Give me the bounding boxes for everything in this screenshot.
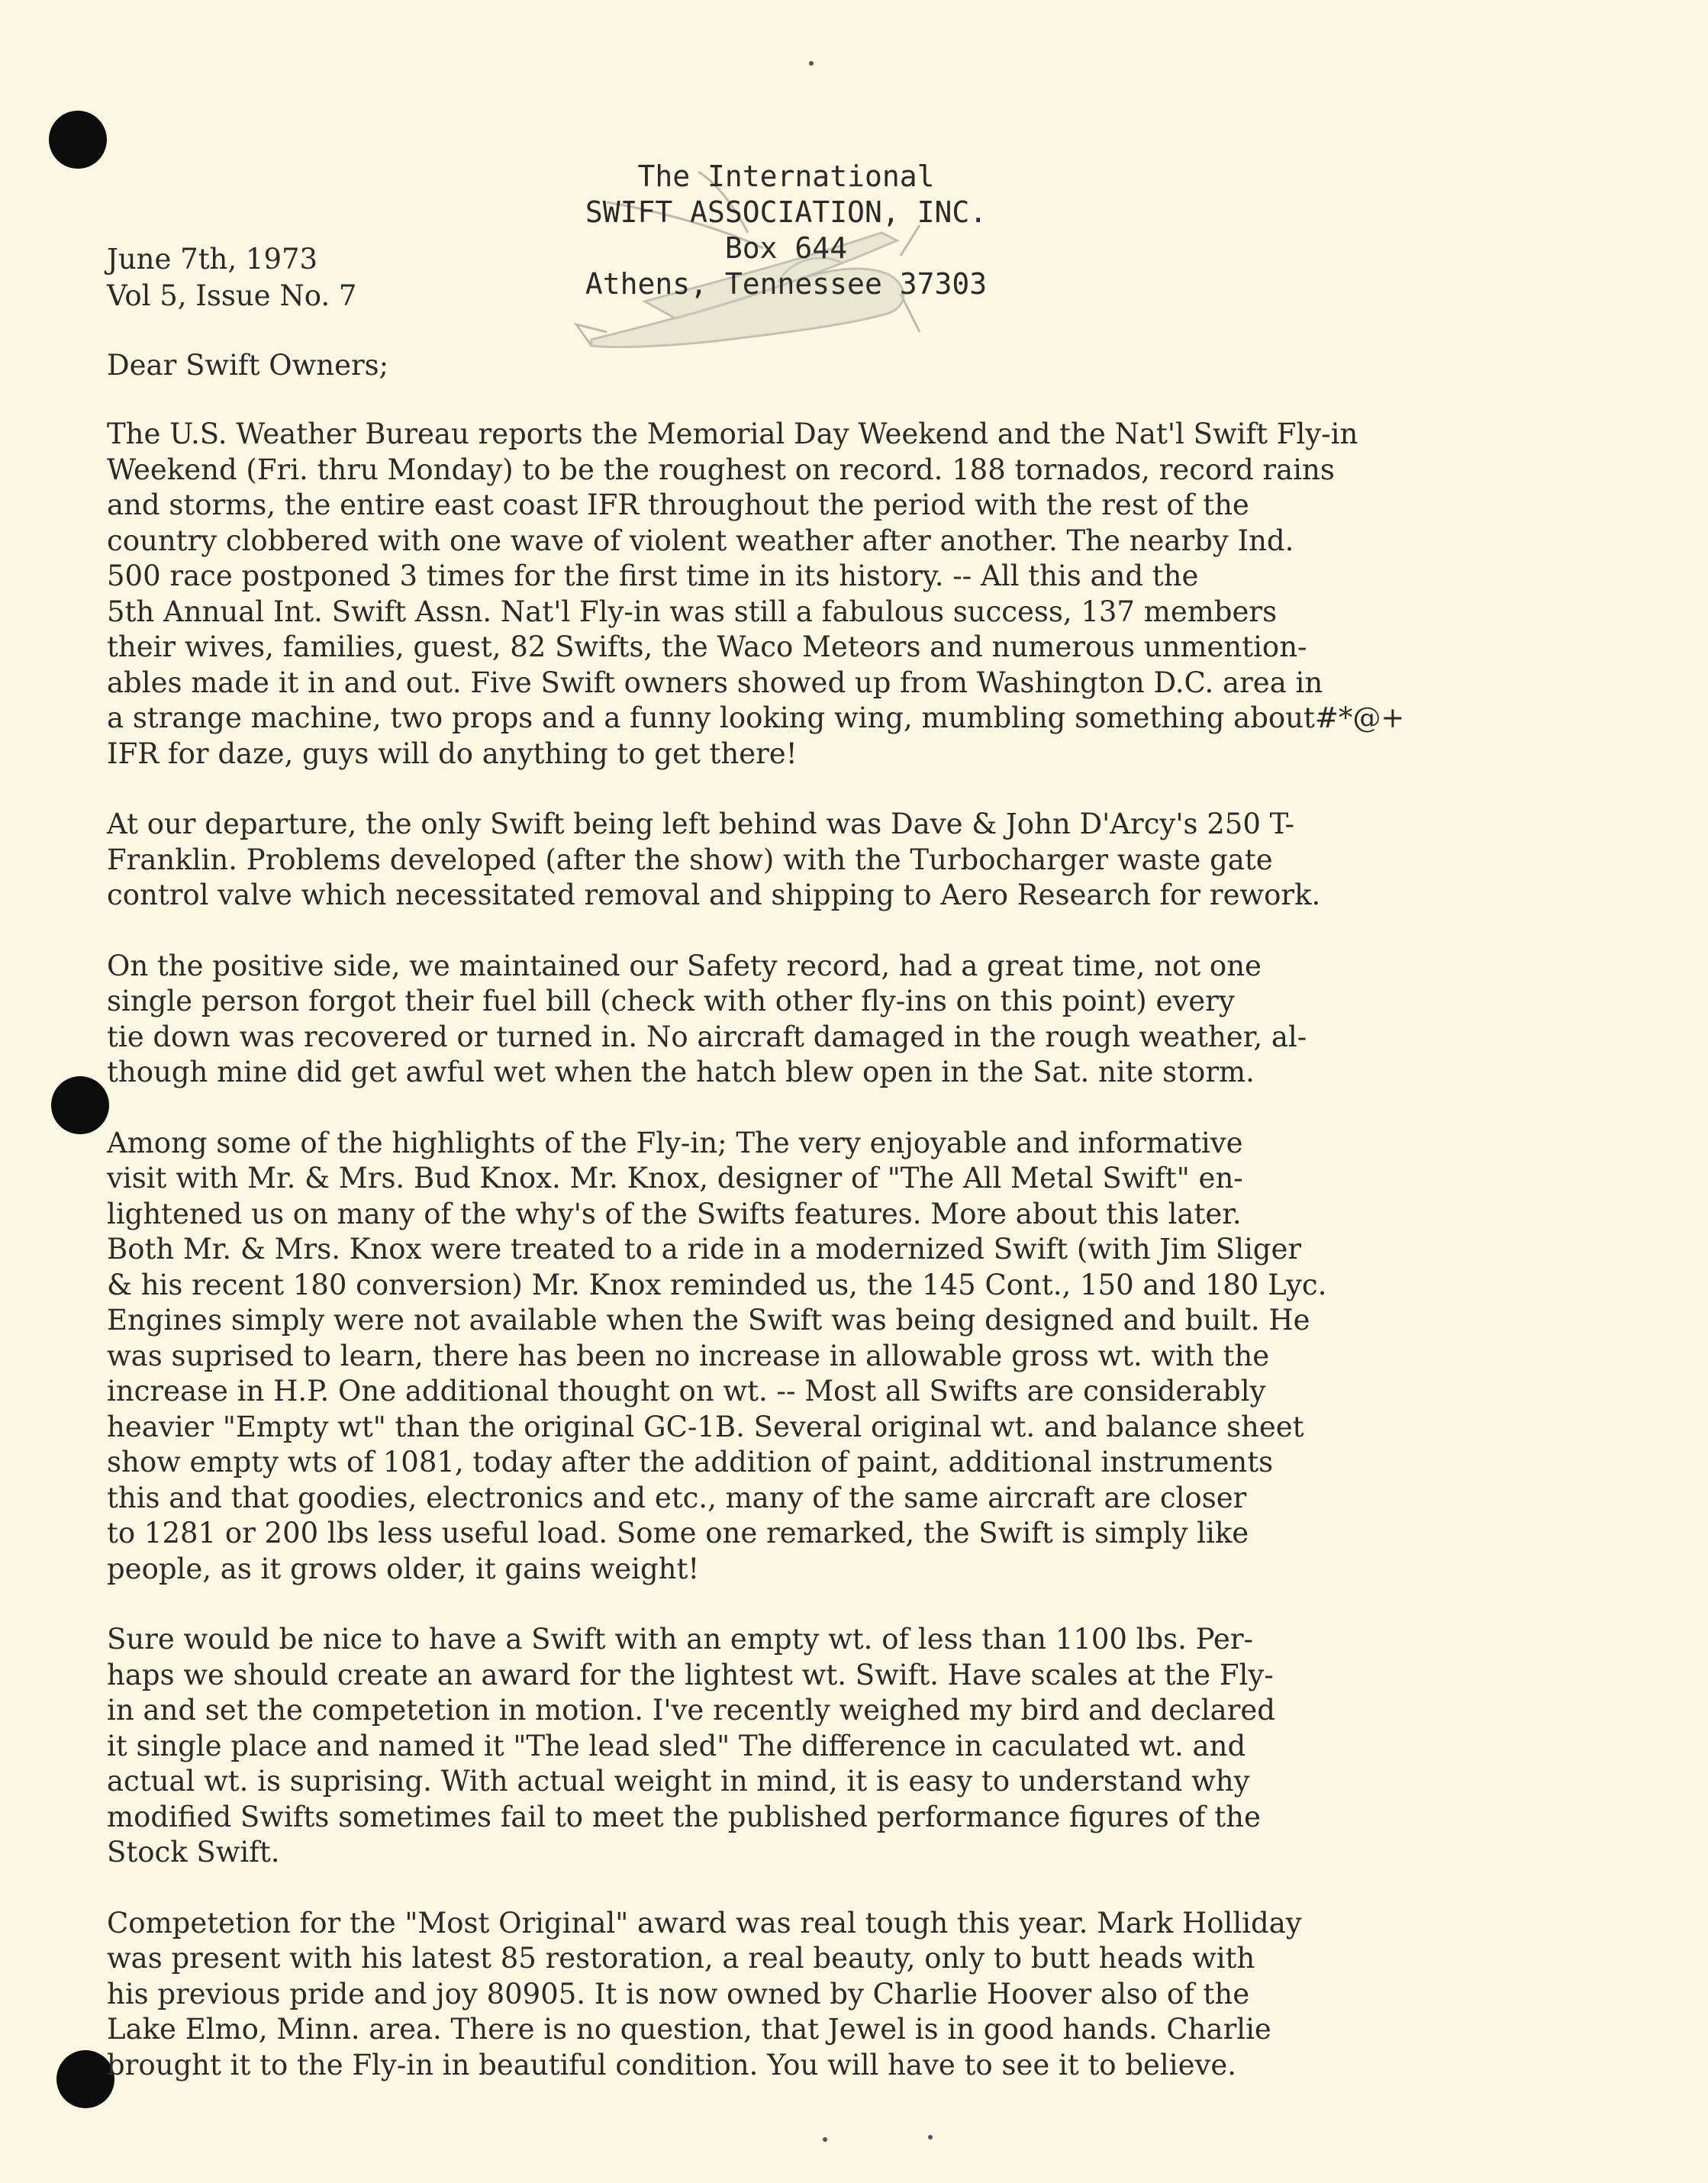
letterhead	[580, 159, 992, 302]
text-line: it single place and named it "The lead sled" The difference in caculated wt. and	[107, 1729, 1246, 1762]
text-line: visit with Mr. & Mrs. Bud Knox. Mr. Knox, designer of "The All Metal Swift" en-	[107, 1162, 1243, 1195]
letter-body	[107, 417, 1633, 2118]
letterhead-line: Athens, Tennessee 37303	[585, 267, 988, 301]
text-line: 500 race postponed 3 times for the first time in its history. -- All this and the	[107, 559, 1199, 592]
text-line: haps we should create an award for the lightest wt. Swift. Have scales at the Fly-	[107, 1658, 1274, 1691]
text-line: ables made it in and out. Five Swift owners showed up from Washington D.C. area in	[107, 666, 1323, 699]
text-line: At our departure, the only Swift being left behind was Dave & John D'Arcy's 250 T-	[107, 808, 1295, 840]
speck	[823, 2137, 827, 2142]
text-line: brought it to the Fly-in in beautiful condition. You will have to see it to believe.	[107, 2048, 1237, 2081]
text-line: people, as it grows older, it gains weight!	[107, 1552, 700, 1585]
speck	[809, 61, 814, 66]
paragraph-4	[107, 1126, 1633, 1588]
text-line: was present with his latest 85 restoration, a real beauty, only to butt heads with	[107, 1942, 1255, 1975]
salutation: Dear Swift Owners;	[107, 349, 389, 382]
date-block	[107, 241, 356, 314]
text-line: 5th Annual Int. Swift Assn. Nat'l Fly-in was still a fabulous success, 137 members	[107, 595, 1278, 628]
text-line: Engines simply were not available when the Swift was being designed and built. He	[107, 1304, 1310, 1337]
text-line: control valve which necessitated removal and shipping to Aero Research for rework.	[107, 879, 1321, 911]
text-line: Both Mr. & Mrs. Knox were treated to a ride in a modernized Swift (with Jim Sliger	[107, 1233, 1302, 1266]
text-line: Stock Swift.	[107, 1836, 280, 1869]
text-line: IFR for daze, guys will do anything to get there!	[107, 737, 798, 770]
text-line: their wives, families, guest, 82 Swifts, the Waco Meteors and numerous unmention-	[107, 630, 1307, 663]
text-line: Sure would be nice to have a Swift with an empty wt. of less than 1100 lbs. Per-	[107, 1623, 1254, 1656]
volume-issue: Vol 5, Issue No. 7	[107, 279, 357, 312]
text-line: this and that goodies, electronics and etc., many of the same aircraft are closer	[107, 1481, 1247, 1514]
letterhead-line: SWIFT ASSOCIATION, INC.	[585, 195, 988, 229]
text-line: & his recent 180 conversion) Mr. Knox reminded us, the 145 Cont., 150 and 180 Lyc.	[107, 1268, 1327, 1301]
text-line: actual wt. is suprising. With actual weight in mind, it is easy to understand why	[107, 1765, 1250, 1798]
punch-hole-top	[49, 111, 107, 169]
text-line: a strange machine, two props and a funny looking wing, mumbling something about#*@+	[107, 701, 1405, 734]
punch-hole-bottom	[56, 2050, 114, 2108]
text-line: was suprised to learn, there has been no increase in allowable gross wt. with the	[107, 1339, 1270, 1372]
letter-date: June 7th, 1973	[107, 243, 318, 276]
punch-hole-middle	[51, 1076, 109, 1134]
paragraph-1	[107, 417, 1633, 772]
text-line: single person forgot their fuel bill (check with other fly-ins on this point) every	[107, 985, 1235, 1017]
text-line: increase in H.P. One additional thought on wt. -- Most all Swifts are considerably	[107, 1375, 1266, 1408]
speck	[928, 2135, 933, 2139]
text-line: On the positive side, we maintained our Safety record, had a great time, not one	[107, 949, 1262, 982]
text-line: heavier "Empty wt" than the original GC-1B. Several original wt. and balance sheet	[107, 1410, 1304, 1443]
text-line: Among some of the highlights of the Fly-in; The very enjoyable and informative	[107, 1126, 1243, 1159]
paragraph-5	[107, 1622, 1633, 1871]
text-line: country clobbered with one wave of violent weather after another. The nearby Ind.	[107, 524, 1294, 557]
paragraph-3	[107, 949, 1633, 1091]
text-line: Weekend (Fri. thru Monday) to be the roughest on record. 188 tornados, record rains	[107, 453, 1335, 486]
paragraph-6	[107, 1906, 1633, 2084]
text-line: modified Swifts sometimes fail to meet the published performance figures of the	[107, 1800, 1261, 1833]
paragraph-2	[107, 807, 1633, 914]
text-line: Lake Elmo, Minn. area. There is no question, that Jewel is in good hands. Charlie	[107, 2013, 1271, 2046]
text-line: his previous pride and joy 80905. It is now owned by Charlie Hoover also of the	[107, 1977, 1250, 2010]
text-line: though mine did get awful wet when the hatch blew open in the Sat. nite storm.	[107, 1056, 1255, 1088]
text-line: and storms, the entire east coast IFR throughout the period with the rest of the	[107, 489, 1249, 521]
letterhead-line: The International	[637, 160, 935, 193]
text-line: to 1281 or 200 lbs less useful load. Some one remarked, the Swift is simply like	[107, 1517, 1249, 1549]
text-line: Franklin. Problems developed (after the show) with the Turbocharger waste gate	[107, 843, 1273, 876]
text-line: lightened us on many of the why's of the Swifts features. More about this later.	[107, 1197, 1242, 1230]
letterhead-line: Box 644	[724, 231, 848, 265]
text-line: Competetion for the "Most Original" award was real tough this year. Mark Holliday	[107, 1906, 1302, 1940]
text-line: The U.S. Weather Bureau reports the Memorial Day Weekend and the Nat'l Swift Fly-in	[107, 418, 1358, 450]
text-line: show empty wts of 1081, today after the addition of paint, additional instruments	[107, 1446, 1274, 1478]
text-line: tie down was recovered or turned in. No aircraft damaged in the rough weather, al-	[107, 1020, 1307, 1053]
text-line: in and set the competetion in motion. I've recently weighed my bird and declared	[107, 1694, 1275, 1727]
